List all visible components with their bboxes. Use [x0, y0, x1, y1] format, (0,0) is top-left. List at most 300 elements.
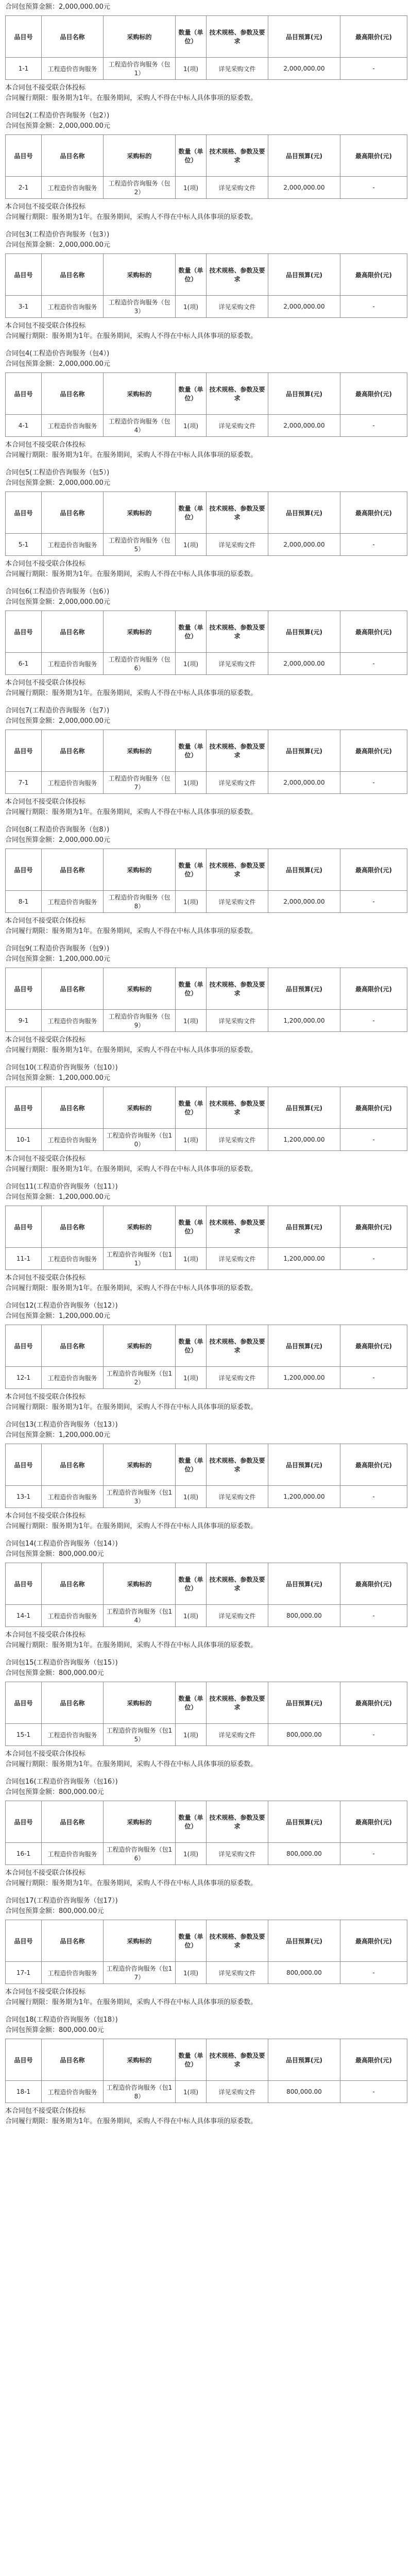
package-items-table [5, 1920, 407, 1984]
table-cell: 工程造价咨询服务 [42, 58, 104, 80]
package-items-table [5, 1563, 407, 1627]
spacer [5, 699, 407, 706]
column-header: 品目号 [6, 1325, 42, 1367]
contract-term-note: 合同履行期限：服务期为1年。在服务期间，采购人不得在中标人具体事项的原委数。 [5, 689, 258, 697]
column-header: 最高限价(元) [340, 1444, 407, 1486]
table-cell: 1(项) [176, 772, 207, 794]
table-row [6, 1605, 407, 1627]
column-header: 品目预算(元) [268, 1206, 340, 1248]
budget-value: 2,000,000.00元 [59, 3, 110, 11]
column-header: 技术规格、参数及要求 [207, 1325, 268, 1367]
table-cell: - [340, 772, 407, 794]
contract-term-note: 合同履行期限：服务期为1年。在服务期间，采购人不得在中标人具体事项的原委数。 [5, 1046, 258, 1054]
budget-label: 合同包预算金额： [5, 241, 59, 249]
table-cell: 工程造价咨询服务 [42, 534, 104, 556]
contract-package-section [5, 104, 407, 223]
column-header: 技术规格、参数及要求 [207, 1563, 268, 1605]
column-header: 品目预算(元) [268, 611, 340, 653]
column-header: 品目名称 [42, 1087, 104, 1129]
joint-bid-note: 本合同包不接受联合体投标 [5, 1036, 86, 1044]
package-items-table [5, 1206, 407, 1270]
table-cell: 工程造价咨询服务（包17） [104, 1962, 176, 1984]
table-header-row [6, 1801, 407, 1843]
column-header: 数量（单位） [176, 1801, 207, 1843]
package-budget [5, 835, 407, 845]
table-cell: - [340, 1843, 407, 1865]
package-budget [5, 2025, 407, 2036]
package-title: 合同包13(工程造价咨询服务（包13）) [5, 1421, 118, 1429]
table-cell: 详见采购文件 [207, 1843, 268, 1865]
table-cell: 工程造价咨询服务（包8） [104, 891, 176, 913]
table-cell: 工程造价咨询服务 [42, 653, 104, 675]
column-header: 技术规格、参数及要求 [207, 1444, 268, 1486]
column-header: 品目号 [6, 1087, 42, 1129]
table-cell: - [340, 1010, 407, 1032]
spacer [5, 223, 407, 230]
table-cell: - [340, 1129, 407, 1151]
contract-package-section [5, 699, 407, 818]
table-cell: 1(项) [176, 177, 207, 199]
table-cell: 详见采购文件 [207, 1486, 268, 1508]
contract-term-note: 合同履行期限：服务期为1年。在服务期间，采购人不得在中标人具体事项的原委数。 [5, 1641, 258, 1649]
column-header: 采购标的 [104, 968, 176, 1010]
column-header: 品目号 [6, 1682, 42, 1724]
column-header: 数量（单位） [176, 16, 207, 58]
column-header: 采购标的 [104, 1444, 176, 1486]
contract-term-note: 合同履行期限：服务期为1年。在服务期间，采购人不得在中标人具体事项的原委数。 [5, 808, 258, 816]
column-header: 技术规格、参数及要求 [207, 968, 268, 1010]
column-header: 采购标的 [104, 1920, 176, 1962]
column-header: 技术规格、参数及要求 [207, 849, 268, 891]
table-cell: 工程造价咨询服务 [42, 1010, 104, 1032]
table-cell: - [340, 1367, 407, 1389]
table-cell: 1(项) [176, 415, 207, 437]
table-cell: 2,000,000.00 [268, 772, 340, 794]
contract-term-note: 合同履行期限：服务期为1年。在服务期间，采购人不得在中标人具体事项的原委数。 [5, 570, 258, 578]
table-header-row [6, 2039, 407, 2081]
package-title: 合同包12(工程造价咨询服务（包12）) [5, 1302, 118, 1310]
contract-package-section [5, 1889, 407, 2008]
budget-label: 合同包预算金额： [5, 836, 59, 844]
package-items-table [5, 1801, 407, 1865]
budget-value: 800,000.00元 [59, 2026, 104, 2034]
spacer [5, 1651, 407, 1658]
contract-package-section [5, 1770, 407, 1889]
spacer [5, 1889, 407, 1896]
column-header: 品目号 [6, 849, 42, 891]
column-header: 采购标的 [104, 2039, 176, 2081]
table-cell: 1(项) [176, 1367, 207, 1389]
column-header: 数量（单位） [176, 968, 207, 1010]
table-cell: 详见采购文件 [207, 534, 268, 556]
column-header: 最高限价(元) [340, 135, 407, 177]
table-cell: 800,000.00 [268, 1605, 340, 1627]
table-header-row [6, 1682, 407, 1724]
table-cell: - [340, 534, 407, 556]
column-header: 最高限价(元) [340, 730, 407, 772]
contract-term-note: 合同履行期限：服务期为1年。在服务期间，采购人不得在中标人具体事项的原委数。 [5, 332, 258, 340]
package-items-table [5, 849, 407, 913]
column-header: 品目预算(元) [268, 16, 340, 58]
table-cell: 详见采购文件 [207, 415, 268, 437]
table-cell: 详见采购文件 [207, 1962, 268, 1984]
column-header: 技术规格、参数及要求 [207, 1920, 268, 1962]
package-budget [5, 1787, 407, 1798]
contract-term-note: 合同履行期限：服务期为1年。在服务期间，采购人不得在中标人具体事项的原委数。 [5, 2117, 258, 2125]
column-header: 数量（单位） [176, 611, 207, 653]
budget-label: 合同包预算金额： [5, 1907, 59, 1915]
table-cell: 5-1 [6, 534, 42, 556]
column-header: 品目号 [6, 1801, 42, 1843]
table-cell: 1(项) [176, 1129, 207, 1151]
table-row [6, 1367, 407, 1389]
spacer [5, 1056, 407, 1063]
table-row [6, 772, 407, 794]
column-header: 品目号 [6, 1920, 42, 1962]
column-header: 技术规格、参数及要求 [207, 373, 268, 415]
spacer [5, 342, 407, 349]
table-header-row [6, 1206, 407, 1248]
table-cell: - [340, 296, 407, 318]
column-header: 采购标的 [104, 1325, 176, 1367]
joint-bid-note: 本合同包不接受联合体投标 [5, 322, 86, 330]
column-header: 采购标的 [104, 1801, 176, 1843]
table-cell: 1,200,000.00 [268, 1129, 340, 1151]
column-header: 技术规格、参数及要求 [207, 611, 268, 653]
column-header: 采购标的 [104, 1087, 176, 1129]
table-header-row [6, 492, 407, 534]
column-header: 品目名称 [42, 1563, 104, 1605]
column-header: 品目名称 [42, 373, 104, 415]
spacer [5, 1175, 407, 1182]
table-cell: 1(项) [176, 653, 207, 675]
column-header: 最高限价(元) [340, 1325, 407, 1367]
column-header: 最高限价(元) [340, 1682, 407, 1724]
table-row [6, 1486, 407, 1508]
table-cell: 2-1 [6, 177, 42, 199]
column-header: 品目名称 [42, 730, 104, 772]
table-cell: 工程造价咨询服务（包12） [104, 1367, 176, 1389]
package-items-table [5, 968, 407, 1032]
table-cell: - [340, 1724, 407, 1746]
table-cell: 1(项) [176, 1843, 207, 1865]
column-header: 品目预算(元) [268, 730, 340, 772]
table-cell: 2,000,000.00 [268, 177, 340, 199]
column-header: 品目预算(元) [268, 373, 340, 415]
contract-package-section [5, 1056, 407, 1175]
column-header: 品目名称 [42, 1444, 104, 1486]
column-header: 品目号 [6, 373, 42, 415]
package-budget [5, 478, 407, 488]
budget-value: 800,000.00元 [59, 1550, 104, 1558]
column-header: 品目名称 [42, 135, 104, 177]
table-header-row [6, 135, 407, 177]
column-header: 品目名称 [42, 492, 104, 534]
column-header: 最高限价(元) [340, 1563, 407, 1605]
budget-value: 1,200,000.00元 [59, 1074, 110, 1082]
table-row [6, 415, 407, 437]
column-header: 数量（单位） [176, 1444, 207, 1486]
table-cell: 工程造价咨询服务 [42, 1843, 104, 1865]
package-title: 合同包3(工程造价咨询服务（包3）) [5, 231, 110, 239]
column-header: 品目预算(元) [268, 1563, 340, 1605]
package-items-table [5, 1444, 407, 1508]
spacer [5, 580, 407, 587]
table-cell: 工程造价咨询服务 [42, 2081, 104, 2103]
column-header: 品目预算(元) [268, 135, 340, 177]
table-cell: 工程造价咨询服务（包15） [104, 1724, 176, 1746]
budget-label: 合同包预算金额： [5, 122, 59, 130]
budget-value: 2,000,000.00元 [59, 241, 110, 249]
table-cell: - [340, 1486, 407, 1508]
column-header: 品目名称 [42, 968, 104, 1010]
package-title: 合同包4(工程造价咨询服务（包4）) [5, 350, 110, 358]
table-cell: - [340, 2081, 407, 2103]
table-cell: - [340, 58, 407, 80]
budget-value: 1,200,000.00元 [59, 1312, 110, 1320]
table-header-row [6, 1920, 407, 1962]
table-cell: 1(项) [176, 1486, 207, 1508]
column-header: 品目名称 [42, 1682, 104, 1724]
package-title: 合同包15(工程造价咨询服务（包15）) [5, 1659, 118, 1667]
joint-bid-note: 本合同包不接受联合体投标 [5, 1512, 86, 1520]
column-header: 品目名称 [42, 1920, 104, 1962]
budget-label: 合同包预算金额： [5, 3, 59, 11]
column-header: 数量（单位） [176, 1563, 207, 1605]
contract-term-note: 合同履行期限：服务期为1年。在服务期间，采购人不得在中标人具体事项的原委数。 [5, 94, 258, 102]
contract-package-section [5, 1294, 407, 1413]
table-cell: 工程造价咨询服务（包4） [104, 415, 176, 437]
joint-bid-note: 本合同包不接受联合体投标 [5, 1155, 86, 1163]
package-budget [5, 1311, 407, 1321]
package-budget [5, 1073, 407, 1083]
table-cell: 1(项) [176, 1605, 207, 1627]
table-header-row [6, 730, 407, 772]
budget-value: 2,000,000.00元 [59, 122, 110, 130]
column-header: 技术规格、参数及要求 [207, 1801, 268, 1843]
column-header: 最高限价(元) [340, 611, 407, 653]
package-title: 合同包11(工程造价咨询服务（包11）) [5, 1183, 118, 1191]
budget-label: 合同包预算金额： [5, 717, 59, 725]
table-cell: 2,000,000.00 [268, 415, 340, 437]
table-cell: 2,000,000.00 [268, 653, 340, 675]
table-cell: 800,000.00 [268, 1962, 340, 1984]
column-header: 最高限价(元) [340, 849, 407, 891]
contract-package-section [5, 580, 407, 699]
contract-term-note: 合同履行期限：服务期为1年。在服务期间，采购人不得在中标人具体事项的原委数。 [5, 1403, 258, 1411]
column-header: 数量（单位） [176, 373, 207, 415]
table-cell: 2,000,000.00 [268, 296, 340, 318]
table-cell: 工程造价咨询服务（包3） [104, 296, 176, 318]
package-title: 合同包5(工程造价咨询服务（包5）) [5, 469, 110, 477]
joint-bid-note: 本合同包不接受联合体投标 [5, 1750, 86, 1758]
joint-bid-note: 本合同包不接受联合体投标 [5, 560, 86, 568]
table-cell: 2,000,000.00 [268, 891, 340, 913]
table-cell: 10-1 [6, 1129, 42, 1151]
contract-package-section [5, 2, 407, 104]
table-cell: 1(项) [176, 1010, 207, 1032]
contract-term-note: 合同履行期限：服务期为1年。在服务期间，采购人不得在中标人具体事项的原委数。 [5, 1760, 258, 1768]
column-header: 品目预算(元) [268, 1087, 340, 1129]
table-cell: 工程造价咨询服务（包9） [104, 1010, 176, 1032]
table-cell: 13-1 [6, 1486, 42, 1508]
column-header: 采购标的 [104, 611, 176, 653]
spacer [5, 818, 407, 825]
table-cell: 工程造价咨询服务 [42, 1486, 104, 1508]
package-budget [5, 1430, 407, 1440]
table-cell: 工程造价咨询服务 [42, 1605, 104, 1627]
table-cell: 800,000.00 [268, 2081, 340, 2103]
table-cell: - [340, 415, 407, 437]
joint-bid-note: 本合同包不接受联合体投标 [5, 1393, 86, 1401]
package-title: 合同包10(工程造价咨询服务（包10）) [5, 1064, 118, 1072]
package-title: 合同包8(工程造价咨询服务（包8）) [5, 826, 110, 834]
package-items-table [5, 492, 407, 556]
package-items-table [5, 730, 407, 794]
package-title: 合同包14(工程造价咨询服务（包14）) [5, 1540, 118, 1548]
package-title: 合同包17(工程造价咨询服务（包17）) [5, 1897, 118, 1905]
budget-label: 合同包预算金额： [5, 1074, 59, 1082]
column-header: 品目名称 [42, 254, 104, 296]
table-cell: 工程造价咨询服务 [42, 1367, 104, 1389]
table-cell: 15-1 [6, 1724, 42, 1746]
table-cell: 1(项) [176, 891, 207, 913]
contract-term-note: 合同履行期限：服务期为1年。在服务期间，采购人不得在中标人具体事项的原委数。 [5, 927, 258, 935]
table-cell: 详见采购文件 [207, 177, 268, 199]
column-header: 最高限价(元) [340, 1920, 407, 1962]
table-cell: 工程造价咨询服务 [42, 1248, 104, 1270]
table-row [6, 891, 407, 913]
table-cell: 17-1 [6, 1962, 42, 1984]
contract-package-section [5, 1532, 407, 1651]
spacer [5, 461, 407, 468]
table-row [6, 2081, 407, 2103]
column-header: 品目号 [6, 2039, 42, 2081]
table-cell: 工程造价咨询服务（包14） [104, 1605, 176, 1627]
table-row [6, 653, 407, 675]
table-cell: 1(项) [176, 534, 207, 556]
column-header: 数量（单位） [176, 1920, 207, 1962]
package-budget [5, 121, 407, 131]
column-header: 最高限价(元) [340, 968, 407, 1010]
budget-label: 合同包预算金额： [5, 598, 59, 606]
table-cell: 1(项) [176, 2081, 207, 2103]
table-cell: 16-1 [6, 1843, 42, 1865]
table-cell: 工程造价咨询服务（包1） [104, 58, 176, 80]
table-header-row [6, 373, 407, 415]
package-budget [5, 2, 407, 12]
table-cell: - [340, 1248, 407, 1270]
table-cell: 14-1 [6, 1605, 42, 1627]
table-cell: 详见采购文件 [207, 1248, 268, 1270]
table-cell: 详见采购文件 [207, 1129, 268, 1151]
package-items-table [5, 1325, 407, 1389]
column-header: 品目名称 [42, 1325, 104, 1367]
column-header: 品目号 [6, 16, 42, 58]
table-cell: 工程造价咨询服务 [42, 1724, 104, 1746]
column-header: 采购标的 [104, 492, 176, 534]
column-header: 数量（单位） [176, 492, 207, 534]
package-budget [5, 1906, 407, 1917]
table-row [6, 1843, 407, 1865]
table-cell: 1(项) [176, 1248, 207, 1270]
column-header: 技术规格、参数及要求 [207, 135, 268, 177]
column-header: 技术规格、参数及要求 [207, 2039, 268, 2081]
budget-value: 2,000,000.00元 [59, 717, 110, 725]
table-cell: 工程造价咨询服务（包13） [104, 1486, 176, 1508]
table-row [6, 534, 407, 556]
table-cell: 工程造价咨询服务（包5） [104, 534, 176, 556]
table-cell: 1(项) [176, 58, 207, 80]
column-header: 品目名称 [42, 16, 104, 58]
table-cell: 详见采购文件 [207, 653, 268, 675]
table-row [6, 1129, 407, 1151]
column-header: 采购标的 [104, 135, 176, 177]
column-header: 技术规格、参数及要求 [207, 1682, 268, 1724]
budget-label: 合同包预算金额： [5, 1788, 59, 1796]
budget-value: 2,000,000.00元 [59, 360, 110, 368]
contract-package-section [5, 2008, 407, 2127]
column-header: 最高限价(元) [340, 254, 407, 296]
budget-value: 2,000,000.00元 [59, 836, 110, 844]
spacer [5, 937, 407, 944]
table-header-row [6, 968, 407, 1010]
package-title: 合同包18(工程造价咨询服务（包18）) [5, 2016, 118, 2024]
budget-label: 合同包预算金额： [5, 479, 59, 487]
column-header: 品目号 [6, 730, 42, 772]
column-header: 品目号 [6, 1563, 42, 1605]
table-cell: 工程造价咨询服务 [42, 1962, 104, 1984]
table-cell: 800,000.00 [268, 1843, 340, 1865]
column-header: 品目名称 [42, 2039, 104, 2081]
table-cell: 工程造价咨询服务 [42, 891, 104, 913]
package-items-table [5, 1682, 407, 1746]
contract-term-note: 合同履行期限：服务期为1年。在服务期间，采购人不得在中标人具体事项的原委数。 [5, 213, 258, 221]
joint-bid-note: 本合同包不接受联合体投标 [5, 203, 86, 211]
column-header: 品目号 [6, 492, 42, 534]
joint-bid-note: 本合同包不接受联合体投标 [5, 1631, 86, 1639]
column-header: 最高限价(元) [340, 492, 407, 534]
package-budget [5, 954, 407, 964]
budget-label: 合同包预算金额： [5, 1431, 59, 1439]
package-items-table [5, 134, 407, 199]
table-cell: 6-1 [6, 653, 42, 675]
joint-bid-note: 本合同包不接受联合体投标 [5, 679, 86, 687]
table-header-row [6, 611, 407, 653]
table-cell: 2,000,000.00 [268, 534, 340, 556]
contract-package-section [5, 937, 407, 1056]
table-header-row [6, 849, 407, 891]
contract-package-section [5, 1175, 407, 1294]
column-header: 技术规格、参数及要求 [207, 1206, 268, 1248]
package-budget [5, 1549, 407, 1560]
table-cell: 2,000,000.00 [268, 58, 340, 80]
table-cell: 1,200,000.00 [268, 1367, 340, 1389]
budget-label: 合同包预算金额： [5, 955, 59, 963]
table-cell: 11-1 [6, 1248, 42, 1270]
column-header: 品目号 [6, 611, 42, 653]
table-cell: 18-1 [6, 2081, 42, 2103]
joint-bid-note: 本合同包不接受联合体投标 [5, 84, 86, 92]
contract-term-note: 合同履行期限：服务期为1年。在服务期间，采购人不得在中标人具体事项的原委数。 [5, 1284, 258, 1292]
table-cell: 3-1 [6, 296, 42, 318]
package-title: 合同包9(工程造价咨询服务（包9）) [5, 945, 110, 953]
package-title: 合同包6(工程造价咨询服务（包6）) [5, 588, 110, 596]
table-cell: 1,200,000.00 [268, 1010, 340, 1032]
package-budget [5, 597, 407, 607]
column-header: 品目预算(元) [268, 968, 340, 1010]
column-header: 数量（单位） [176, 254, 207, 296]
